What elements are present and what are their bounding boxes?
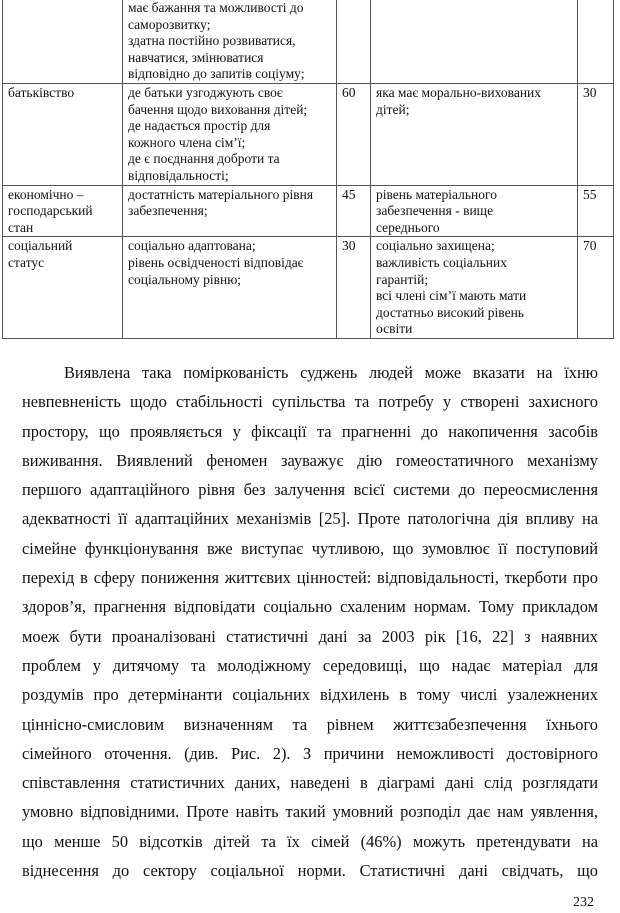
table-cell-c1 bbox=[3, 185, 123, 237]
paragraph-line: співставлення статистичних даних, наведені в діаграмі дані слід розглядати bbox=[22, 773, 598, 793]
cell-line: бачення щодо виховання дітей; bbox=[128, 101, 308, 117]
table-row bbox=[3, 83, 614, 185]
cell-line: соціальному рівню; bbox=[128, 271, 242, 287]
paragraph-line: проблем у дитячому та молодіжному середовищі, що надає матеріал для bbox=[22, 655, 598, 675]
cell-line: соціальний bbox=[8, 238, 73, 254]
cell-line: достатньо високий рівень bbox=[376, 304, 524, 320]
cell-line: яка має морально-вихованих bbox=[376, 84, 542, 100]
cell-line: всі члені сім’ї мають мати bbox=[376, 288, 527, 304]
paragraph-line: ціннісно-смисловим визначенням та рівнем життєзабезпечення їхнього bbox=[22, 714, 598, 734]
family-criteria-table bbox=[2, 0, 614, 339]
cell-line: навчатися, змінюватися bbox=[128, 49, 264, 65]
cell-line: здатна постійно розвиватися, bbox=[128, 33, 296, 49]
table-row bbox=[3, 0, 614, 83]
cell-line: важливість соціальних bbox=[376, 254, 507, 270]
paragraph-line: роздумів про детермінанти соціальних відхилень в тому числі узалежнених bbox=[22, 685, 598, 705]
table-cell-c3: 45 bbox=[337, 185, 371, 237]
table-cell-c3: 30 bbox=[337, 237, 371, 339]
cell-line: стан bbox=[8, 219, 34, 235]
cell-line: гарантій; bbox=[376, 271, 429, 287]
body-paragraph bbox=[22, 358, 598, 885]
cell-line: рівень матеріального bbox=[376, 186, 497, 202]
cell-line: соціально адаптована; bbox=[128, 238, 256, 254]
table-cell-c3 bbox=[337, 0, 371, 83]
cell-line: забезпечення - вище bbox=[376, 203, 494, 219]
paragraph-line: здоров’я, прагнення відповідати соціально схаленим нормам. Тому прикладом bbox=[22, 597, 598, 617]
paragraph-line: простору, що проявляється у фіксації та прагненні до накопичення засобів bbox=[22, 421, 598, 441]
paragraph-line: адекватності її адаптаційних механізмів [25]. Проте патологічна дія впливу на bbox=[22, 509, 598, 529]
cell-line: освіти bbox=[376, 321, 413, 337]
table-cell-c2 bbox=[123, 237, 337, 339]
table-cell-c5: 55 bbox=[578, 185, 614, 237]
cell-line: де є поєднання доброти та bbox=[128, 151, 280, 167]
table-cell-c2 bbox=[123, 83, 337, 185]
table-row bbox=[3, 185, 614, 237]
cell-line: достатність матеріального рівня bbox=[128, 186, 314, 202]
cell-line: де батьки узгоджують своє bbox=[128, 84, 283, 100]
cell-line: відповідальності; bbox=[128, 167, 229, 183]
paragraph-line: невпевненість щодо стабільності супільства та потребу у створені захисного bbox=[22, 392, 598, 412]
cell-line: середнього bbox=[376, 219, 440, 235]
cell-line: де надається простір для bbox=[128, 118, 271, 134]
cell-line: має бажання та можливості до bbox=[128, 0, 304, 15]
paragraph-line: сімейне функціонування вже виступає чутливою, що зумовлює її поступовий bbox=[22, 538, 598, 558]
paragraph-line: умовно відповідними. Проте навіть такий умовний розподіл дає нам уявлення, bbox=[22, 802, 598, 822]
paragraph-line: Виявлена така поміркованість суджень людей може вказати на їхню bbox=[64, 363, 598, 382]
cell-line: соціально захищена; bbox=[376, 238, 495, 254]
table-cell-c1 bbox=[3, 237, 123, 339]
paragraph-line: сімейного оточення. (див. Рис. 2). З причини неможливості достовірного bbox=[22, 743, 598, 763]
table-cell-c2 bbox=[123, 185, 337, 237]
paragraph-line: виживання. Виявлений феномен зауважує дію гомеостатичного механізму bbox=[22, 450, 598, 470]
cell-line: статус bbox=[8, 254, 45, 270]
paragraph-line: моеж бути проаналізовані статистичні дані за 2003 рік [16, 22] з наявних bbox=[22, 626, 598, 646]
table-cell-c5: 70 bbox=[578, 237, 614, 339]
cell-line: забезпечення; bbox=[128, 203, 208, 219]
paragraph-line: що менше 50 відсотків дітей та їх сімей (46%) можуть претендувати на bbox=[22, 831, 598, 851]
table-cell-c1 bbox=[3, 83, 123, 185]
table-cell-c2 bbox=[123, 0, 337, 83]
table-cell-c4 bbox=[371, 237, 578, 339]
paragraph-line: віднесення до сектору соціальної норми. Статистичні дані свідчать, що bbox=[22, 861, 598, 881]
paragraph-line: першого адаптаційного рівня без залучення всієї системи до переосмислення bbox=[22, 480, 598, 500]
cell-line: економічно – bbox=[8, 186, 84, 202]
paragraph-line: перехід в сферу пониження життєвих цінностей: відповідальності, ткерботи про bbox=[22, 568, 598, 588]
table-cell-c1 bbox=[3, 0, 123, 83]
cell-line: відповідно до запитів соціуму; bbox=[128, 66, 305, 82]
cell-line: саморозвитку; bbox=[128, 16, 211, 32]
table-cell-c5: 30 bbox=[578, 83, 614, 185]
cell-line: батьківство bbox=[8, 84, 75, 100]
cell-line: рівень освідченості відповідає bbox=[128, 254, 304, 270]
cell-line: дітей; bbox=[376, 101, 410, 117]
table-cell-c4 bbox=[371, 185, 578, 237]
page-number: 232 bbox=[573, 895, 594, 910]
table-cell-c4 bbox=[371, 83, 578, 185]
table-cell-c3: 60 bbox=[337, 83, 371, 185]
table-row bbox=[3, 237, 614, 339]
table-cell-c4 bbox=[371, 0, 578, 83]
cell-line: господарський bbox=[8, 203, 93, 219]
cell-line: кожного члена сім’ї; bbox=[128, 134, 246, 150]
table-cell-c5 bbox=[578, 0, 614, 83]
